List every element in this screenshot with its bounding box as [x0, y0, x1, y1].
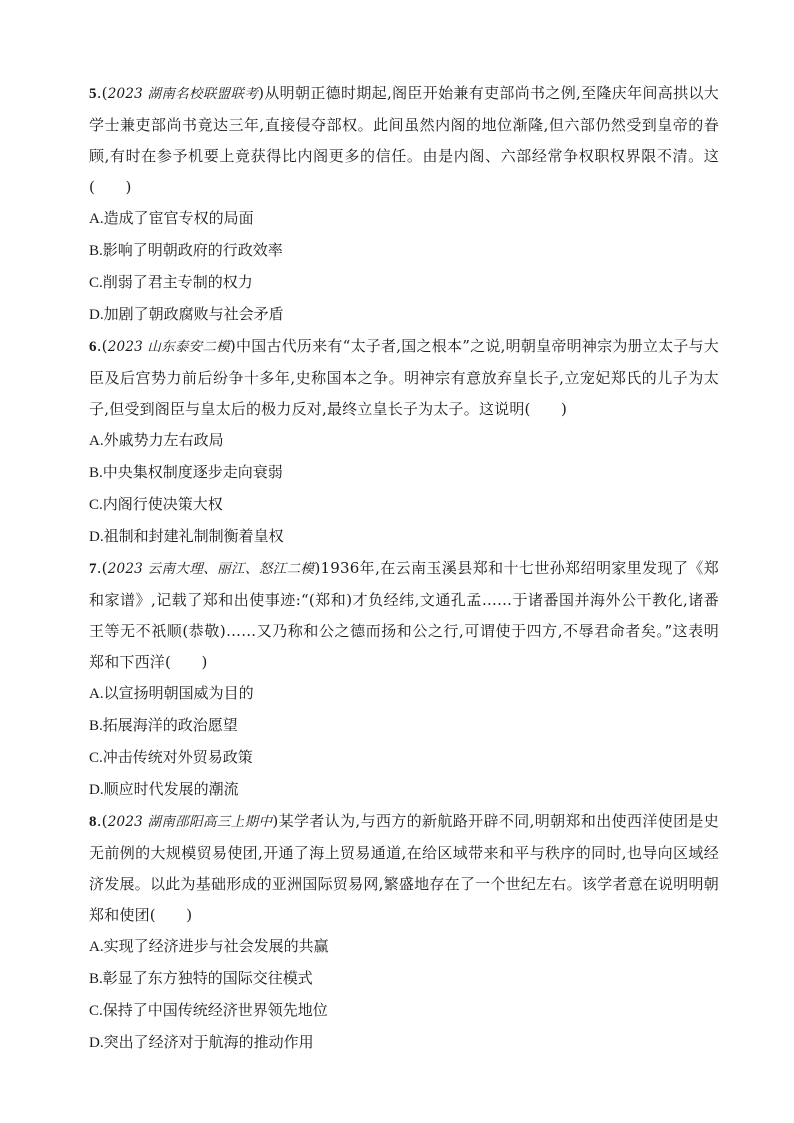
option-text: 祖制和封建礼制制衡着皇权: [103, 527, 284, 545]
option-text: 中央集权制度逐步走向衰弱: [102, 463, 283, 481]
option-a[interactable]: [89, 203, 719, 235]
option-d[interactable]: [89, 521, 719, 553]
option-text: 加剧了朝政腐败与社会矛盾: [103, 305, 284, 323]
option-text: 实现了经济进步与社会发展的共赢: [103, 937, 329, 955]
question-source: 2023 湖南名校联盟联考: [107, 86, 259, 102]
option-text: 影响了明朝政府的行政效率: [102, 241, 283, 259]
option-b[interactable]: [89, 963, 719, 995]
question-6: [89, 331, 719, 553]
option-letter: D.: [89, 307, 104, 323]
option-list: [89, 203, 719, 331]
option-text: 突出了经济对于航海的推动作用: [103, 1033, 314, 1051]
option-text: 顺应时代发展的潮流: [103, 780, 239, 798]
source-open: .(: [96, 84, 108, 102]
question-text: )从明朝正德时期起,阁臣开始兼有吏部尚书之例,至隆庆年间高拱以大学士兼吏部尚书竟达三年,直接侵夺部权。此间虽然内阁的地位渐隆,但六部仍然受到皇帝的眷顾,有时在参予机要上竟获得比内阁更多的信任。由是内阁、六部经常争权职权界限不清。这( ): [89, 84, 719, 196]
question-page: [89, 78, 719, 1059]
source-open: .(: [96, 337, 108, 355]
option-list: [89, 931, 719, 1059]
option-letter: D.: [89, 782, 104, 798]
option-text: 外戚势力左右政局: [103, 431, 224, 449]
option-b[interactable]: [89, 457, 719, 489]
option-d[interactable]: [89, 774, 719, 806]
question-number: 5: [89, 86, 97, 102]
option-a[interactable]: [89, 931, 719, 963]
option-c[interactable]: [89, 742, 719, 774]
option-letter: B.: [89, 971, 103, 987]
option-b[interactable]: [89, 710, 719, 742]
option-letter: B.: [89, 465, 103, 481]
question-stem: [89, 78, 719, 203]
question-text: )中国古代历来有“太子者,国之根本”之说,明朝皇帝明神宗为册立太子与大臣及后宫势力前后纷争十多年,史称国本之争。明神宗有意放弃皇长子,立宠妃郑氏的儿子为太子,但受到阁臣与皇太后的极力反对,最终立皇长子为太子。这说明( ): [89, 337, 719, 418]
question-source: 2023 山东泰安二模: [107, 339, 230, 355]
option-letter: A.: [89, 939, 104, 955]
option-text: 拓展海洋的政治愿望: [102, 716, 238, 734]
option-text: 削弱了君主专制的权力: [102, 273, 253, 291]
option-letter: B.: [89, 718, 103, 734]
question-8: [89, 806, 719, 1059]
question-text: )1936年,在云南玉溪县郑和十七世孙郑绍明家里发现了《郑和家谱》,记载了郑和出使事迹:“(郑和)才负经纬,文通孔孟……于诸番国并海外公干教化,诸番王等无不祇顺(恭敬)……又乃称和公之德而扬和公之行,可谓使于四方,不辱君命者矣。”这表明郑和下西洋( ): [89, 559, 719, 671]
option-letter: C.: [89, 750, 103, 766]
option-letter: D.: [89, 529, 104, 545]
question-5: [89, 78, 719, 331]
option-text: 以宣扬明朝国威为目的: [103, 684, 254, 702]
option-c[interactable]: [89, 267, 719, 299]
option-c[interactable]: [89, 995, 719, 1027]
option-list: [89, 678, 719, 806]
source-open: .(: [96, 559, 108, 577]
option-a[interactable]: [89, 425, 719, 457]
option-text: 冲击传统对外贸易政策: [102, 748, 253, 766]
option-c[interactable]: [89, 489, 719, 521]
option-letter: A.: [89, 686, 104, 702]
option-d[interactable]: [89, 1027, 719, 1059]
option-letter: A.: [89, 211, 104, 227]
option-letter: C.: [89, 497, 103, 513]
question-number: 6: [89, 339, 97, 355]
option-letter: B.: [89, 243, 103, 259]
question-number: 7: [89, 561, 97, 577]
option-letter: C.: [89, 275, 103, 291]
option-text: 造成了宦官专权的局面: [103, 209, 254, 227]
question-source: 2023 云南大理、丽江、怒江二模: [107, 561, 315, 577]
option-letter: A.: [89, 433, 104, 449]
question-stem: [89, 553, 719, 678]
option-b[interactable]: [89, 235, 719, 267]
question-stem: [89, 331, 719, 425]
option-a[interactable]: [89, 678, 719, 710]
option-d[interactable]: [89, 299, 719, 331]
question-number: 8: [89, 814, 97, 830]
question-stem: [89, 806, 719, 931]
option-text: 彰显了东方独特的国际交往模式: [102, 969, 313, 987]
question-7: [89, 553, 719, 806]
option-letter: D.: [89, 1035, 104, 1051]
option-text: 保持了中国传统经济世界领先地位: [102, 1001, 328, 1019]
source-open: .(: [96, 812, 108, 830]
option-text: 内阁行使决策大权: [102, 495, 223, 513]
question-text: )某学者认为,与西方的新航路开辟不同,明朝郑和出使西洋使团是史无前例的大规模贸易使团,开通了海上贸易通道,在给区域带来和平与秩序的同时,也导向区域经济发展。以此为基础形成的亚洲国际贸易网,繁盛地存在了一个世纪左右。该学者意在说明明朝郑和使团( ): [89, 812, 720, 924]
option-list: [89, 425, 719, 553]
question-source: 2023 湖南邵阳高三上期中: [107, 814, 273, 830]
option-letter: C.: [89, 1003, 103, 1019]
